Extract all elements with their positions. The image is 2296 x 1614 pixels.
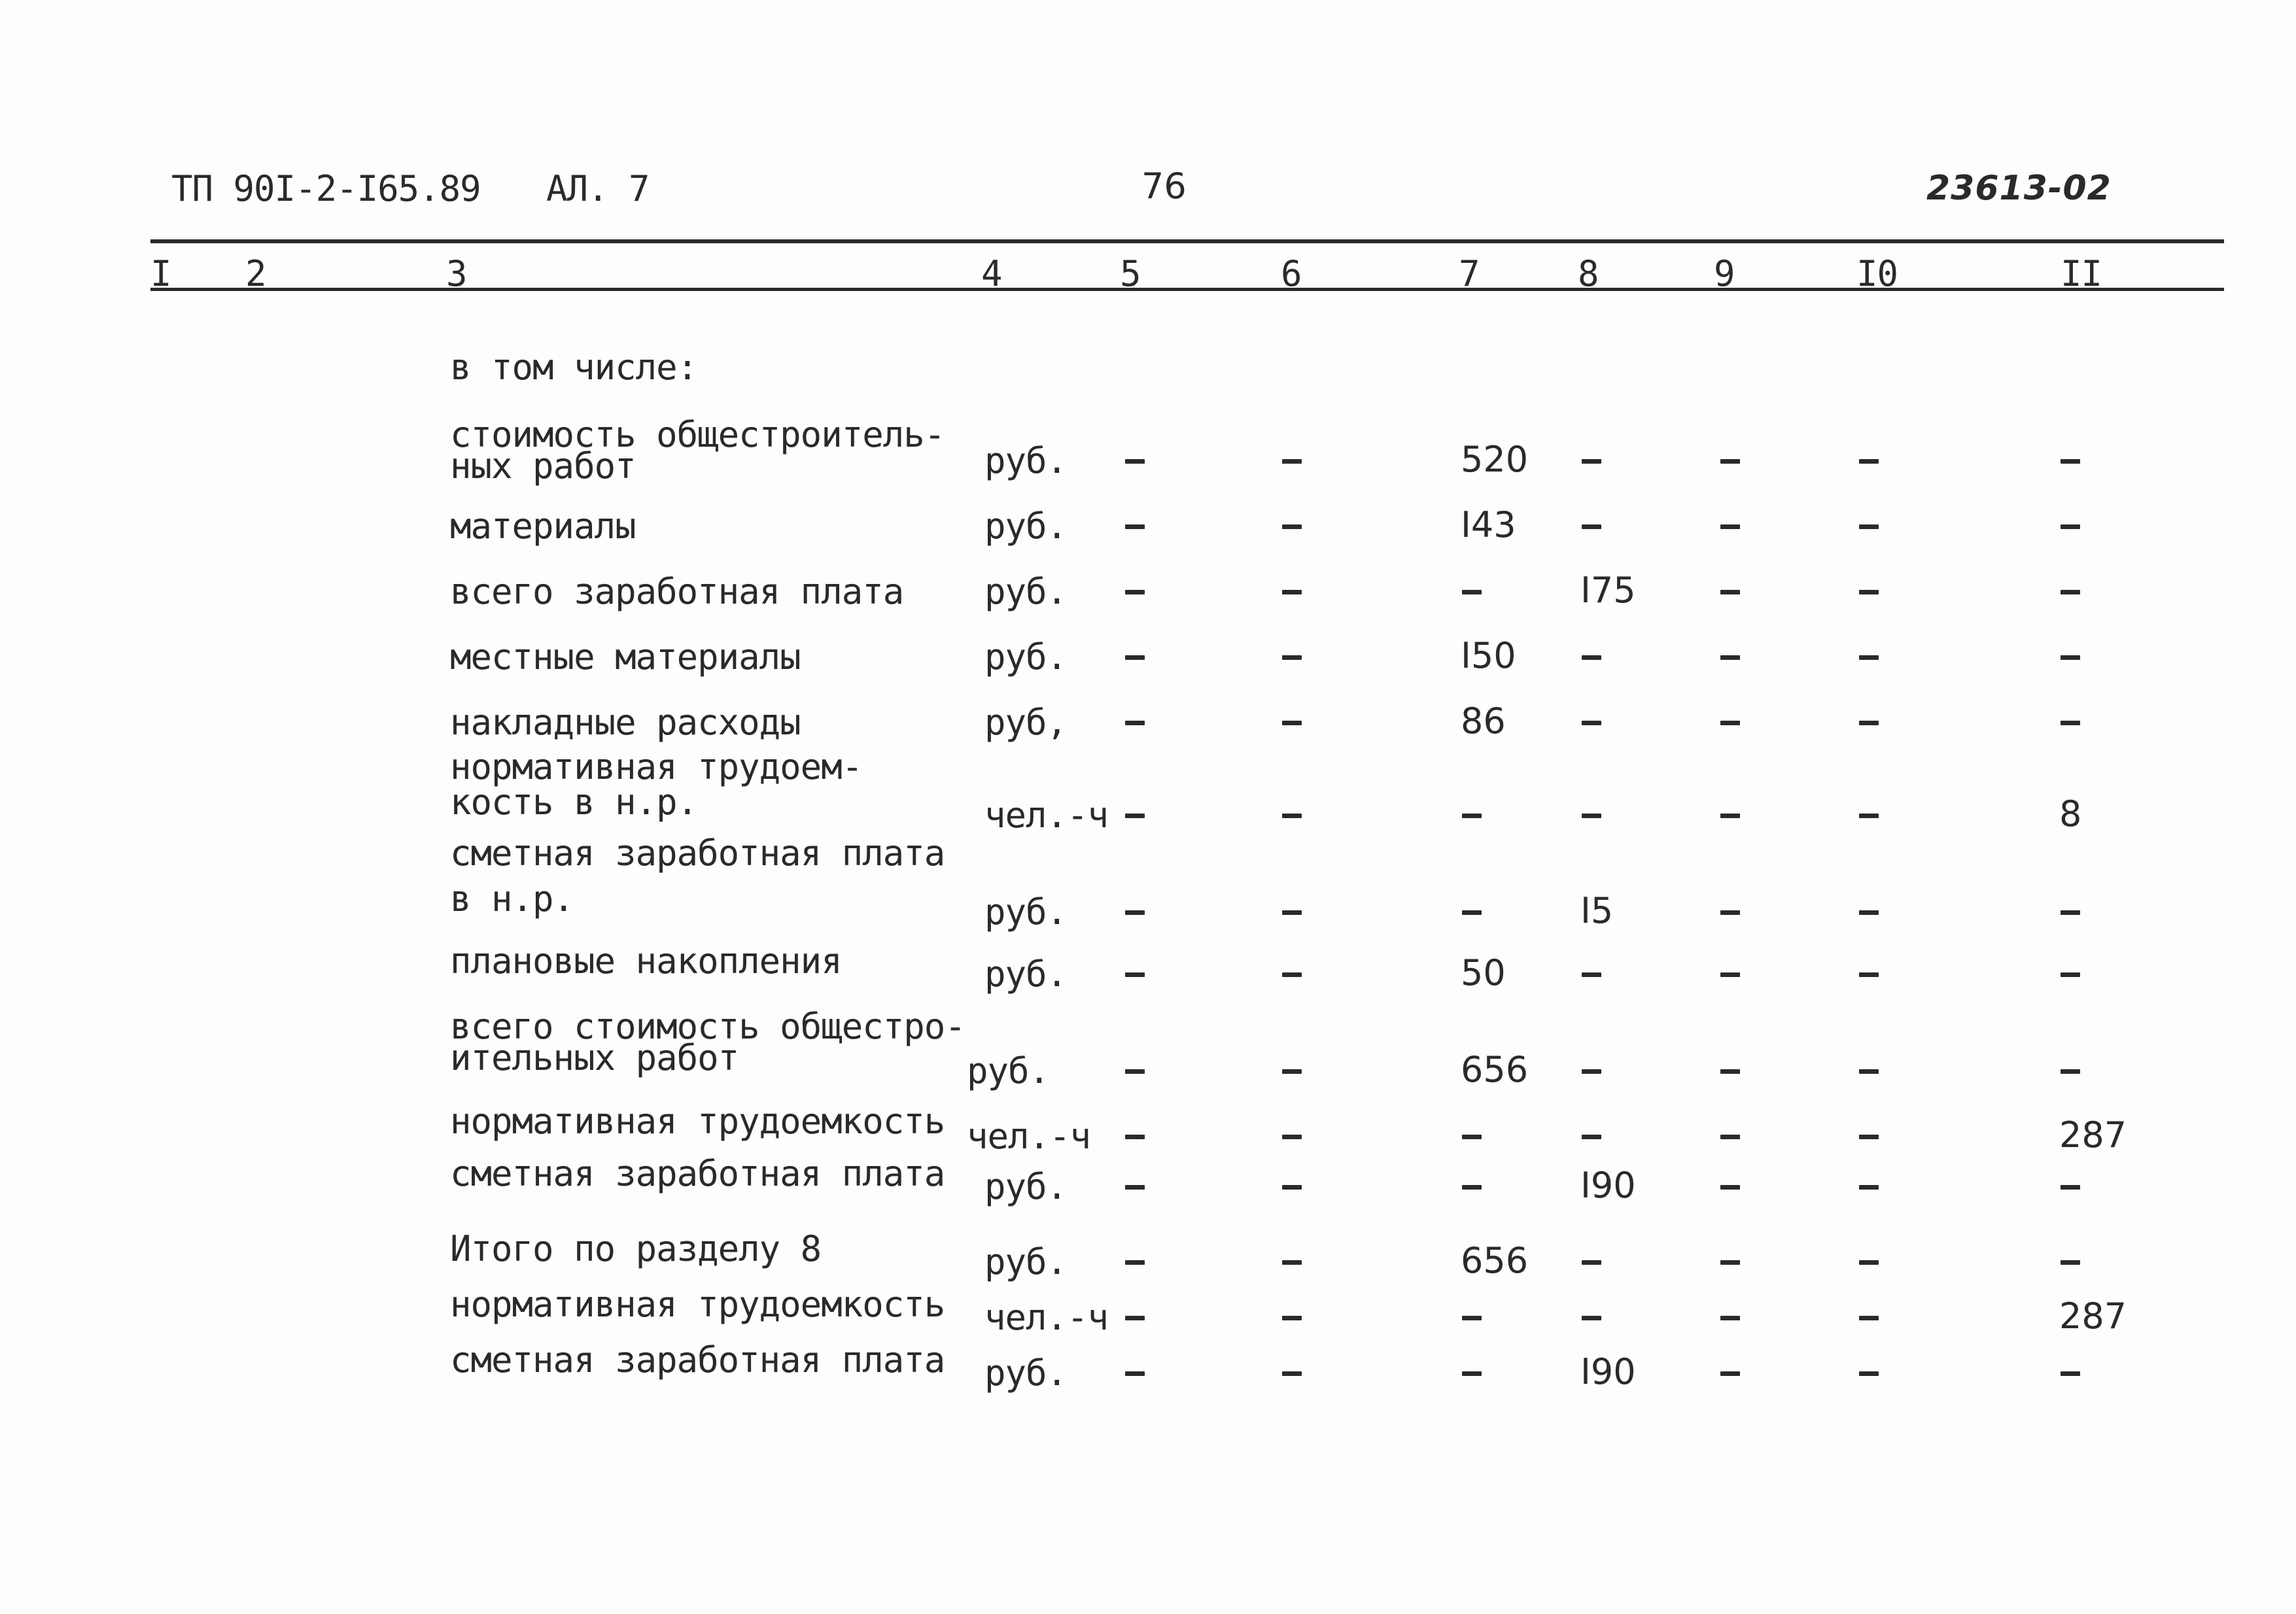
column-number-2: 2 [245, 253, 266, 294]
row-unit: руб. [984, 571, 1068, 612]
row-value-c7: 520 [1461, 439, 1529, 480]
row-unit: руб. [984, 636, 1068, 678]
empty-value-dash [1720, 1316, 1740, 1320]
empty-value-dash [1582, 1316, 1601, 1320]
empty-value-dash [1282, 524, 1302, 529]
column-number-1: I [150, 253, 171, 294]
row-value-c8: I5 [1580, 890, 1614, 931]
row-description: в н.р. [450, 878, 574, 919]
empty-value-dash [1720, 1371, 1740, 1376]
empty-value-dash [2061, 1371, 2080, 1376]
empty-value-dash [1282, 1185, 1302, 1190]
empty-value-dash [1125, 459, 1145, 464]
empty-value-dash [1720, 1069, 1740, 1074]
column-number-3: 3 [446, 253, 467, 294]
row-description: стоимость общестроитель- [450, 414, 945, 455]
row-description: ительных работ [450, 1037, 739, 1078]
row-unit: руб. [984, 506, 1068, 547]
empty-value-dash [1859, 1185, 1879, 1190]
empty-value-dash [1582, 524, 1601, 529]
header-top-rule [150, 239, 2224, 243]
row-unit: руб. [984, 1241, 1068, 1282]
row-value-c11: 287 [2059, 1296, 2127, 1337]
empty-value-dash [2061, 721, 2080, 725]
empty-value-dash [1859, 655, 1879, 660]
row-value-c11: 8 [2059, 793, 2082, 834]
page-number: 76 [1141, 165, 1187, 207]
row-description: накладные расходы [450, 702, 801, 743]
empty-value-dash [1125, 721, 1145, 725]
row-description: ных работ [450, 445, 636, 487]
empty-value-dash [1720, 655, 1740, 660]
empty-value-dash [1282, 814, 1302, 818]
row-description: сметная заработная плата [450, 1153, 945, 1194]
row-value-c7: I43 [1461, 504, 1516, 545]
row-description: материалы [450, 506, 636, 547]
row-unit: чел.-ч [984, 1297, 1109, 1338]
empty-value-dash [1720, 1185, 1740, 1190]
empty-value-dash [2061, 972, 2080, 977]
row-value-c7: 86 [1461, 700, 1506, 742]
column-number-7: 7 [1459, 253, 1480, 294]
column-number-9: 9 [1714, 253, 1735, 294]
empty-value-dash [1859, 721, 1879, 725]
empty-value-dash [1859, 1260, 1879, 1265]
empty-value-dash [2061, 590, 2080, 594]
empty-value-dash [1125, 1371, 1145, 1376]
empty-value-dash [1282, 655, 1302, 660]
empty-value-dash [1125, 1260, 1145, 1265]
empty-value-dash [1859, 910, 1879, 915]
row-description: нормативная трудоем- [450, 746, 863, 787]
section-intro: в том числе: [450, 347, 698, 388]
row-unit: руб. [984, 1166, 1068, 1207]
column-number-10: I0 [1856, 253, 1898, 294]
empty-value-dash [1720, 910, 1740, 915]
empty-value-dash [1282, 721, 1302, 725]
row-description: сметная заработная плата [450, 833, 945, 874]
empty-value-dash [1125, 655, 1145, 660]
row-description: всего заработная плата [450, 571, 904, 612]
row-description: сметная заработная плата [450, 1339, 945, 1381]
row-value-c7: 656 [1461, 1240, 1529, 1281]
empty-value-dash [1125, 814, 1145, 818]
empty-value-dash [1859, 972, 1879, 977]
empty-value-dash [1125, 1069, 1145, 1074]
row-unit: чел.-ч [967, 1116, 1091, 1157]
empty-value-dash [1462, 1135, 1482, 1139]
row-description: всего стоимость общестро- [450, 1006, 965, 1047]
empty-value-dash [1125, 972, 1145, 977]
empty-value-dash [2061, 459, 2080, 464]
empty-value-dash [1720, 524, 1740, 529]
row-description: нормативная трудоемкость [450, 1101, 945, 1142]
column-number-4: 4 [981, 253, 1002, 294]
empty-value-dash [1859, 524, 1879, 529]
empty-value-dash [1582, 655, 1601, 660]
empty-value-dash [1462, 1316, 1482, 1320]
row-value-c7: 50 [1461, 952, 1506, 993]
empty-value-dash [1859, 1316, 1879, 1320]
doc-code: ТП 90I-2-I65.89 [171, 168, 481, 209]
empty-value-dash [1720, 972, 1740, 977]
empty-value-dash [1582, 1135, 1601, 1139]
empty-value-dash [1859, 814, 1879, 818]
empty-value-dash [1282, 972, 1302, 977]
empty-value-dash [1462, 1371, 1482, 1376]
empty-value-dash [1859, 1069, 1879, 1074]
empty-value-dash [1282, 1135, 1302, 1139]
empty-value-dash [1720, 590, 1740, 594]
empty-value-dash [1282, 910, 1302, 915]
row-unit: руб. [984, 440, 1068, 481]
empty-value-dash [1282, 590, 1302, 594]
empty-value-dash [1462, 1185, 1482, 1190]
empty-value-dash [1125, 1135, 1145, 1139]
document-stamp: 23613-02 [1926, 169, 2112, 208]
empty-value-dash [1720, 1135, 1740, 1139]
empty-value-dash [1125, 910, 1145, 915]
row-value-c8: I90 [1580, 1351, 1636, 1392]
empty-value-dash [2061, 655, 2080, 660]
empty-value-dash [1282, 1069, 1302, 1074]
empty-value-dash [1859, 590, 1879, 594]
row-value-c8: I90 [1580, 1165, 1636, 1206]
row-unit: руб. [984, 891, 1068, 933]
empty-value-dash [1582, 459, 1601, 464]
row-value-c7: 656 [1461, 1049, 1529, 1090]
column-number-11: II [2061, 253, 2102, 294]
empty-value-dash [1859, 1135, 1879, 1139]
row-description: нормативная трудоемкость [450, 1284, 945, 1325]
empty-value-dash [1582, 721, 1601, 725]
row-value-c8: I75 [1580, 570, 1636, 611]
row-description: Итого по разделу 8 [450, 1228, 822, 1269]
column-number-6: 6 [1281, 253, 1302, 294]
row-description: местные материалы [450, 636, 801, 678]
empty-value-dash [1462, 814, 1482, 818]
empty-value-dash [1282, 459, 1302, 464]
empty-value-dash [1125, 1316, 1145, 1320]
empty-value-dash [1282, 1371, 1302, 1376]
column-number-8: 8 [1578, 253, 1599, 294]
empty-value-dash [1859, 1371, 1879, 1376]
empty-value-dash [2061, 1185, 2080, 1190]
empty-value-dash [1462, 910, 1482, 915]
row-unit: руб, [984, 702, 1068, 743]
empty-value-dash [2061, 524, 2080, 529]
empty-value-dash [1720, 721, 1740, 725]
empty-value-dash [2061, 910, 2080, 915]
row-description: кость в н.р. [450, 781, 698, 823]
empty-value-dash [1125, 590, 1145, 594]
empty-value-dash [1582, 814, 1601, 818]
empty-value-dash [1582, 1260, 1601, 1265]
empty-value-dash [1582, 1069, 1601, 1074]
empty-value-dash [1720, 1260, 1740, 1265]
empty-value-dash [1720, 814, 1740, 818]
column-number-5: 5 [1120, 253, 1141, 294]
row-unit: руб. [984, 953, 1068, 995]
empty-value-dash [2061, 1260, 2080, 1265]
empty-value-dash [1282, 1260, 1302, 1265]
row-value-c7: I50 [1461, 635, 1516, 676]
empty-value-dash [1582, 972, 1601, 977]
empty-value-dash [1282, 1316, 1302, 1320]
empty-value-dash [1462, 590, 1482, 594]
empty-value-dash [1125, 1185, 1145, 1190]
empty-value-dash [1859, 459, 1879, 464]
empty-value-dash [2061, 1069, 2080, 1074]
empty-value-dash [1720, 459, 1740, 464]
row-unit: руб. [967, 1050, 1050, 1091]
album-number: АЛ. 7 [546, 168, 650, 209]
row-unit: чел.-ч [984, 795, 1109, 836]
empty-value-dash [1125, 524, 1145, 529]
row-unit: руб. [984, 1352, 1068, 1394]
row-value-c11: 287 [2059, 1114, 2127, 1156]
row-description: плановые накопления [450, 940, 842, 982]
